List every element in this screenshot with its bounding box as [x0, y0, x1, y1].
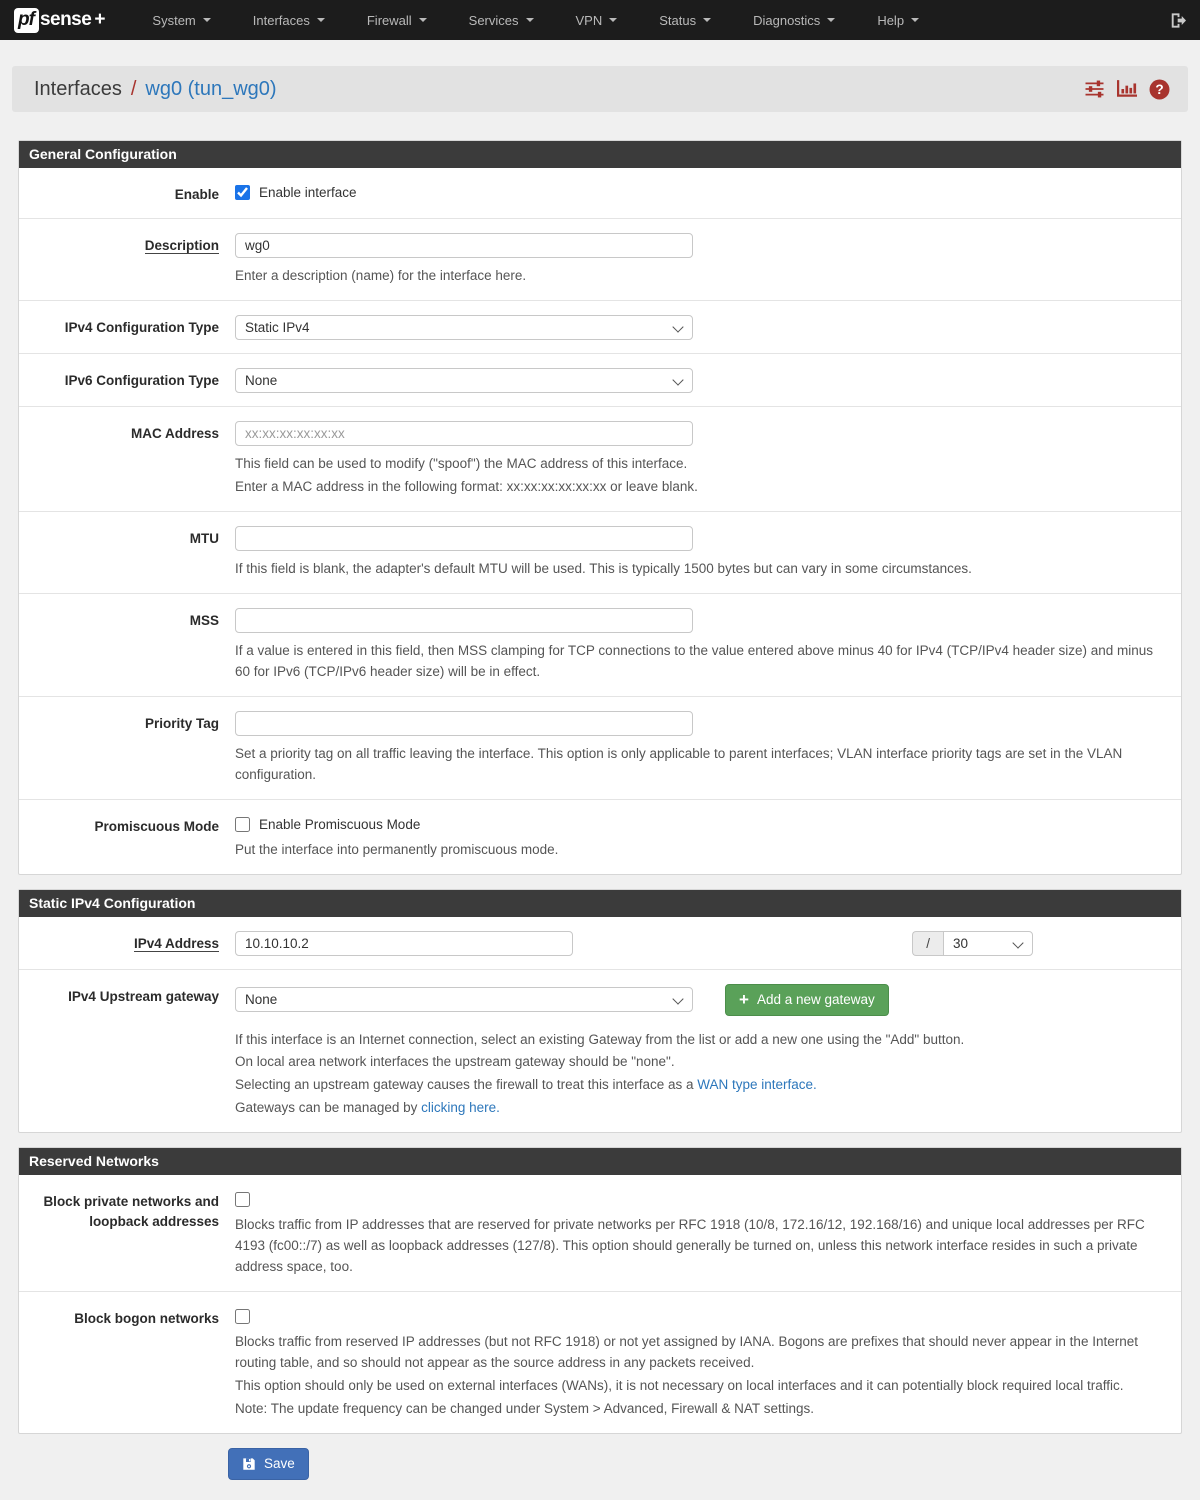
wan-type-interface-link[interactable]: WAN type interface. — [697, 1077, 817, 1093]
mask-separator: / — [912, 931, 943, 956]
field-label: Block bogon networks — [74, 1311, 219, 1326]
panel-general-configuration — [18, 140, 1182, 875]
help-icon[interactable] — [1149, 79, 1170, 100]
checkbox-label: Enable Promiscuous Mode — [259, 816, 421, 832]
sign-out-button[interactable] — [1167, 11, 1186, 30]
ipv4-type-select-wrap — [235, 315, 693, 340]
upstream-gateway-select[interactable] — [235, 987, 693, 1012]
field-label: IPv6 Configuration Type — [64, 373, 219, 389]
chevron-down-icon — [827, 18, 835, 22]
field-label: Enable — [174, 187, 219, 202]
block-private-option — [235, 1189, 1165, 1207]
svg-text:?: ? — [1155, 81, 1164, 97]
help-text-fragment: Gateways can be managed by — [235, 1100, 422, 1116]
pfsense-logo[interactable] — [14, 8, 105, 33]
mtu-input[interactable] — [235, 526, 693, 551]
row-description — [19, 218, 1181, 300]
gateways-clicking-here-link[interactable]: clicking here. — [421, 1100, 500, 1116]
row-ipv4-upstream-gateway — [19, 969, 1181, 1133]
help-text: Enter a MAC address in the following format: xx:xx:xx:xx:xx:xx or leave blank. — [235, 479, 698, 495]
plus-icon: + — [739, 990, 749, 1010]
navbar-menu — [131, 0, 1167, 40]
row-priority-tag — [19, 696, 1181, 799]
nav-item-label: Interfaces — [252, 12, 310, 28]
enable-interface-checkbox[interactable] — [235, 185, 250, 200]
breadcrumb-page-link[interactable]: wg0 (tun_wg0) — [145, 77, 277, 100]
field-label: MAC Address — [130, 426, 219, 442]
help-text: If this interface is an Internet connection, select an existing Gateway from the list or add a new one using the "Add" button. — [235, 1031, 965, 1047]
nav-item-label: System — [152, 12, 196, 28]
row-mtu — [19, 511, 1181, 593]
sliders-icon[interactable] — [1084, 80, 1105, 98]
chevron-down-icon — [703, 18, 711, 22]
promiscuous-mode-checkbox[interactable] — [235, 817, 250, 832]
top-navbar — [0, 0, 1200, 40]
nav-item-label: VPN — [575, 12, 603, 28]
add-gateway-button-label: Add a new gateway — [756, 992, 875, 1008]
priority-tag-input[interactable] — [235, 711, 693, 736]
ipv6-type-select-wrap — [235, 368, 693, 393]
row-mss — [19, 593, 1181, 696]
ipv4-address-input[interactable] — [235, 931, 573, 956]
sign-out-icon — [1167, 11, 1186, 30]
row-ipv6-configuration-type — [19, 353, 1181, 406]
block-bogon-checkbox[interactable] — [235, 1309, 250, 1324]
row-enable — [19, 168, 1181, 218]
chevron-down-icon — [317, 18, 325, 22]
nav-item-help[interactable] — [856, 0, 940, 40]
field-label — [19, 930, 219, 956]
breadcrumb-section: Interfaces — [34, 77, 122, 100]
nav-item-status[interactable] — [638, 0, 732, 40]
mss-input[interactable] — [235, 608, 693, 633]
nav-item-diagnostics[interactable] — [732, 0, 856, 40]
pfsense-logo-sense: sense — [39, 9, 92, 30]
help-text — [235, 1098, 1165, 1119]
panel-title: General Configuration — [19, 141, 1181, 168]
nav-item-label: Diagnostics — [753, 12, 821, 28]
help-text-fragment: Selecting an upstream gateway causes the firewall to treat this interface as a — [235, 1077, 698, 1093]
field-label: MTU — [189, 531, 219, 547]
help-text — [235, 1075, 1165, 1096]
chevron-down-icon — [526, 18, 534, 22]
pfsense-logo-pf: pf — [14, 8, 39, 33]
breadcrumb-actions — [1084, 79, 1170, 100]
panel-title: Static IPv4 Configuration — [19, 890, 1181, 917]
subnet-mask-select[interactable] — [943, 931, 1033, 956]
field-label: IPv4 Upstream gateway — [68, 988, 219, 1004]
save-button-label: Save — [264, 1456, 295, 1472]
row-block-private-networks — [19, 1175, 1181, 1291]
help-text: Blocks traffic from reserved IP addresses (but not RFC 1918) or not yet assigned by IANA. Bogons are prefixes that should never appear in the Internet routing table, and so should not appear as the source address in any packets received. — [235, 1334, 1138, 1370]
ipv6-type-select[interactable] — [235, 368, 693, 393]
subnet-mask-select-wrap — [943, 931, 1033, 956]
nav-item-label: Help — [877, 12, 905, 28]
help-text: Set a priority tag on all traffic leaving the interface. This option is only applicable to parent interfaces; VLAN interface priority tags are set in the VLAN configuration. — [235, 745, 1123, 782]
nav-item-services[interactable] — [448, 0, 555, 40]
nav-item-label: Status — [659, 12, 697, 28]
subnet-mask-group — [912, 931, 1033, 956]
bar-chart-icon[interactable] — [1117, 80, 1137, 98]
add-gateway-button[interactable] — [725, 984, 889, 1016]
breadcrumb — [12, 66, 1188, 112]
save-icon — [242, 1457, 256, 1471]
block-bogon-option — [235, 1306, 1165, 1324]
block-private-checkbox[interactable] — [235, 1192, 250, 1207]
save-button[interactable] — [228, 1448, 309, 1480]
promiscuous-mode-option — [235, 814, 1165, 832]
help-text: This field can be used to modify ("spoof") the MAC address of this interface. — [235, 456, 688, 472]
field-label: Promiscuous Mode — [94, 818, 219, 834]
row-ipv4-address — [19, 917, 1181, 969]
row-block-bogon-networks — [19, 1291, 1181, 1433]
help-text: Put the interface into permanently promiscuous mode. — [235, 841, 559, 857]
breadcrumb-separator: / — [130, 77, 137, 100]
enable-interface-option — [235, 182, 1165, 200]
chevron-down-icon — [419, 18, 427, 22]
row-ipv4-configuration-type — [19, 300, 1181, 353]
field-label-text: IPv4 Address — [133, 935, 219, 951]
field-label — [19, 232, 219, 287]
help-text: If a value is entered in this field, then MSS clamping for TCP connections to the value entered above minus 40 for IPv4 (TCP/IPv4 header size) and minus 60 for IPv6 (TCP/IPv6 header size) will be in effect. — [235, 642, 1153, 679]
description-input[interactable] — [235, 233, 693, 258]
row-promiscuous-mode — [19, 799, 1181, 874]
form-actions — [228, 1448, 1200, 1500]
field-label: IPv4 Configuration Type — [64, 320, 219, 336]
nav-item-interfaces[interactable] — [232, 0, 346, 40]
field-label: Block private networks and loopback addresses — [43, 1194, 219, 1230]
field-label: MSS — [189, 612, 219, 628]
row-mac-address — [19, 406, 1181, 511]
field-label: Priority Tag — [144, 715, 219, 731]
nav-item-label: Services — [468, 12, 519, 28]
panel-title: Reserved Networks — [19, 1148, 1181, 1175]
checkbox-label: Enable interface — [259, 185, 357, 200]
mac-address-input[interactable] — [235, 421, 693, 446]
chevron-down-icon — [609, 18, 617, 22]
help-text: Note: The update frequency can be changed under System > Advanced, Firewall & NAT settings. — [235, 1400, 814, 1416]
breadcrumb-wrap — [0, 40, 1200, 112]
nav-item-firewall[interactable] — [346, 0, 448, 40]
help-text: If this field is blank, the adapter's default MTU will be used. This is typically 1500 bytes but can vary in some circumstances. — [235, 561, 972, 577]
help-text: Blocks traffic from IP addresses that are reserved for private networks per RFC 1918 (10/8, 172.16/12, 192.168/16) and unique local addresses per RFC 4193 (fc00::/7) as well as loopback addresses (127/8). This option should generally be turned on, unless this network interface resides in such a private address space, too. — [235, 1217, 1145, 1275]
chevron-down-icon — [203, 18, 211, 22]
nav-item-vpn[interactable] — [555, 0, 639, 40]
pfsense-logo-plus: + — [94, 9, 106, 30]
panel-static-ipv4-configuration — [18, 889, 1182, 1134]
ipv4-type-select[interactable] — [235, 315, 693, 340]
panel-reserved-networks — [18, 1147, 1182, 1433]
field-label-text: Description — [144, 238, 219, 254]
help-text: On local area network interfaces the upstream gateway should be "none". — [235, 1054, 675, 1070]
upstream-gateway-select-wrap — [235, 987, 693, 1012]
help-text: Enter a description (name) for the interface here. — [235, 268, 527, 284]
nav-item-label: Firewall — [366, 12, 412, 28]
chevron-down-icon — [911, 18, 919, 22]
nav-item-system[interactable] — [131, 0, 231, 40]
help-text: This option should only be used on external interfaces (WANs), it is not necessary on local interfaces and it can potentially block required local traffic. — [235, 1377, 1124, 1393]
